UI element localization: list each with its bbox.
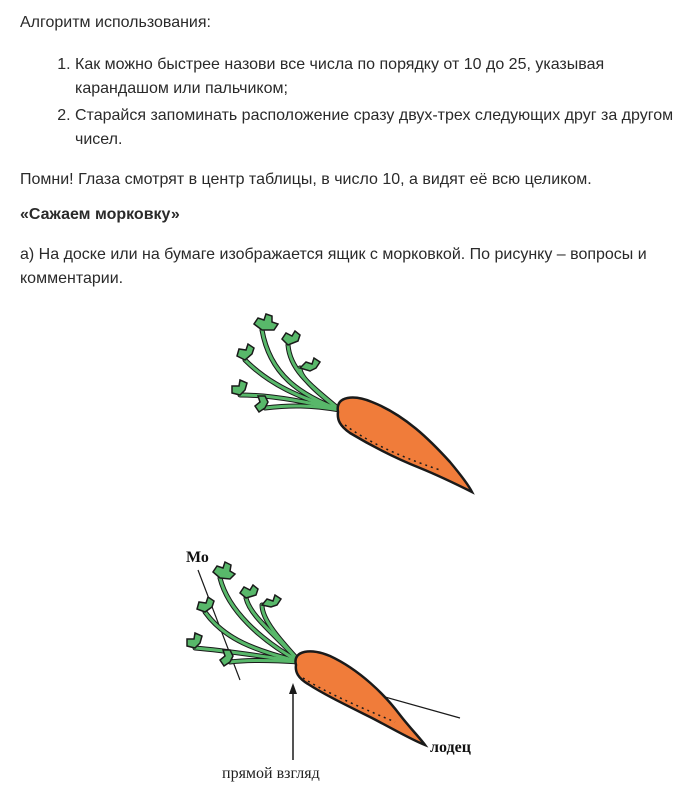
- label-right: лодец: [430, 739, 471, 756]
- remember-note: Помни! Глаза смотрят в центр таблицы, в число 10, а видят её всю целиком.: [20, 171, 592, 188]
- carrot-illustration-2: [186, 549, 471, 782]
- list-item: 2. Старайся запоминать расположение сразу двух-трех следующих друг за другом чисел.: [75, 104, 675, 152]
- label-bottom: прямой взгляд: [222, 765, 320, 782]
- list-item: 1. Как можно быстрее назови все числа по порядку от 10 до 25, указывая карандашом или пальчиком;: [75, 53, 675, 101]
- label-top: Мо: [186, 549, 209, 566]
- section-heading: «Сажаем морковку»: [20, 206, 180, 223]
- task-a-text: а) На доске или на бумаге изображается ящик с морковкой. По рисунку – вопросы и комментарии.: [20, 246, 647, 287]
- intro-text: Алгоритм использования:: [20, 14, 211, 31]
- arrow-head-icon: [289, 683, 297, 694]
- annotation-line: [198, 570, 240, 680]
- steps-list: [20, 53, 675, 155]
- annotation-line: [360, 690, 460, 718]
- carrot-illustration-1: [232, 314, 472, 492]
